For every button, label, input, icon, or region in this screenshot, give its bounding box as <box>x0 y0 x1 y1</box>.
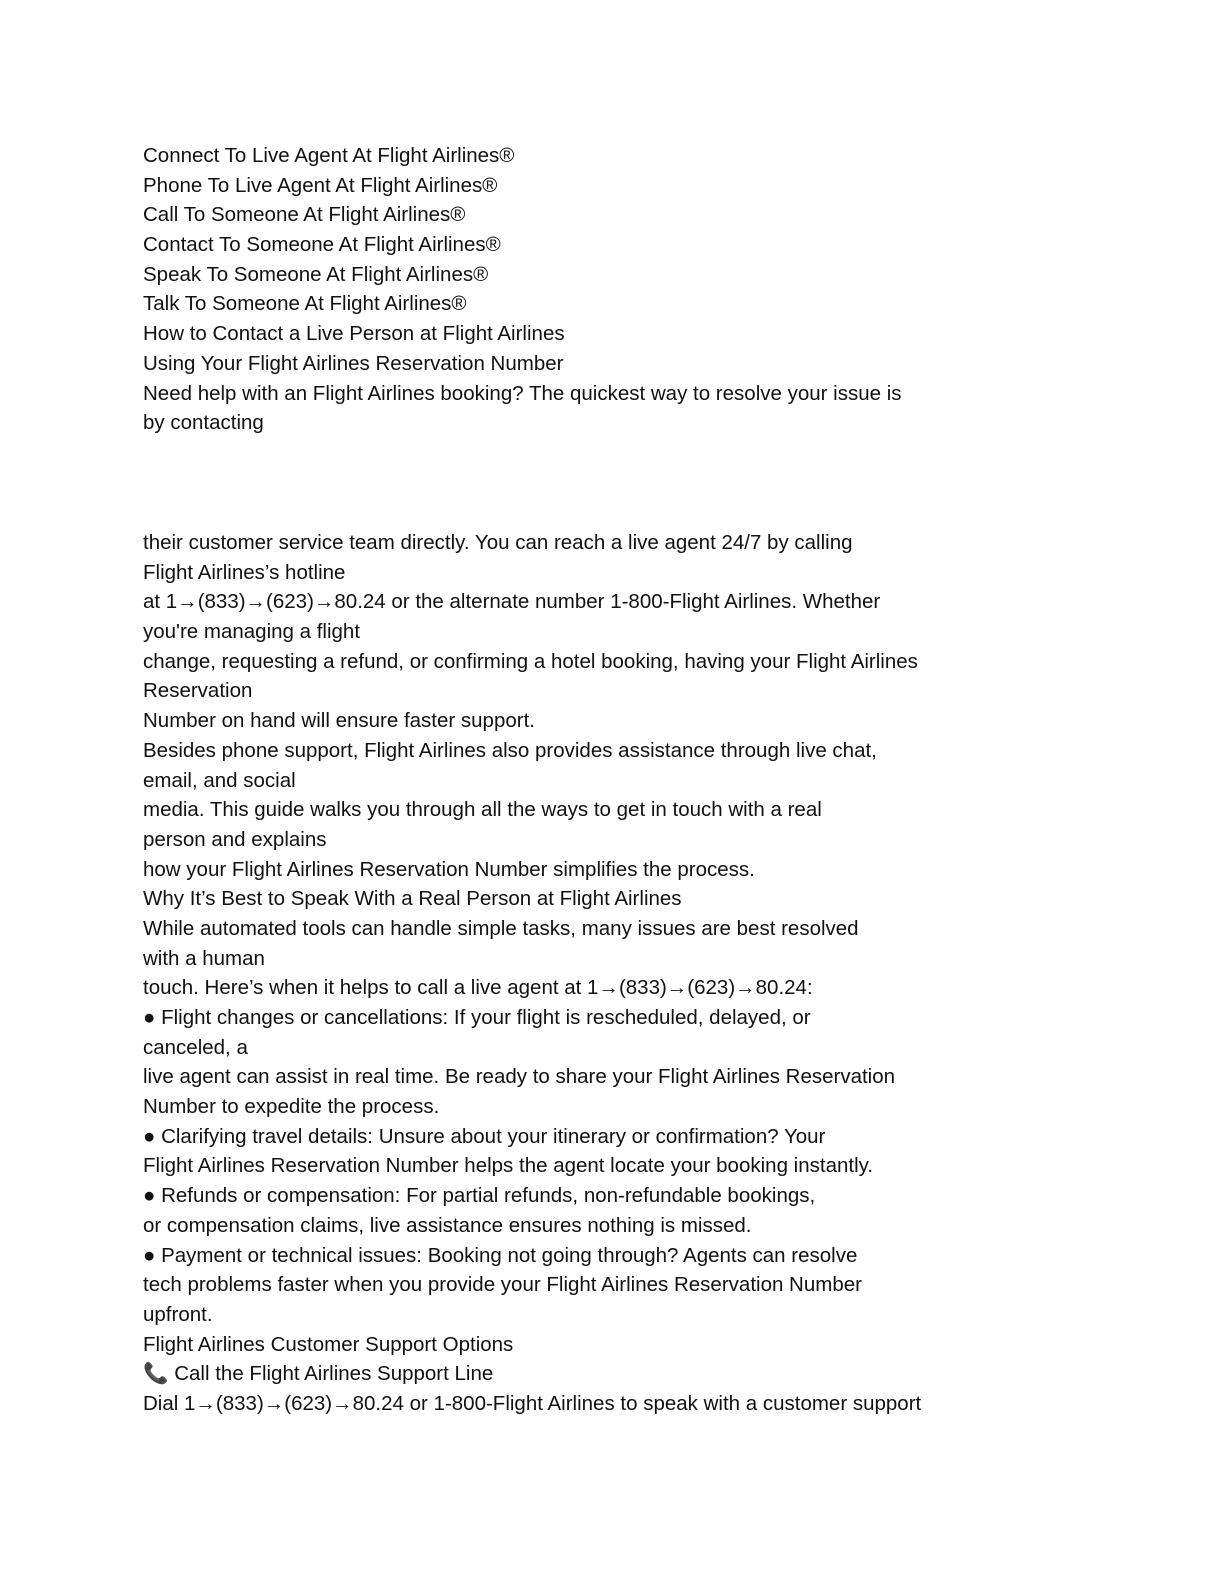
paragraph-line: Need help with an Flight Airlines booking? The quickest way to resolve your issue is <box>143 381 902 405</box>
heading-line: Speak To Someone At Flight Airlines® <box>143 262 489 286</box>
paragraph-line: how your Flight Airlines Reservation Number simplifies the process. <box>143 857 755 881</box>
section-heading: Flight Airlines Customer Support Options <box>143 1332 514 1356</box>
paragraph-line: While automated tools can handle simple tasks, many issues are best resolved <box>143 916 859 940</box>
heading-line: How to Contact a Live Person at Flight Airlines <box>143 322 565 346</box>
section-heading: Why It’s Best to Speak With a Real Person at Flight Airlines <box>143 887 682 911</box>
heading-line: Talk To Someone At Flight Airlines® <box>143 292 467 316</box>
heading-line: Connect To Live Agent At Flight Airlines® <box>143 144 515 167</box>
paragraph-line: Reservation <box>143 679 253 703</box>
bullet-line: ● Refunds or compensation: For partial refunds, non-refundable bookings, <box>143 1184 816 1208</box>
bullet-line: Number to expedite the process. <box>143 1095 440 1119</box>
text-block-bottom <box>143 528 1003 1419</box>
bullet-line: ● Flight changes or cancellations: If your flight is rescheduled, delayed, or <box>143 1006 811 1029</box>
paragraph-line: Dial 1→(833)→(623)→80.24 or 1-800-Flight Airlines to speak with a customer support <box>143 1391 922 1415</box>
paragraph-line: email, and social <box>143 768 296 792</box>
paragraph-line: Number on hand will ensure faster support. <box>143 709 535 733</box>
bullet-line: upfront. <box>143 1302 213 1326</box>
paragraph-line: touch. Here’s when it helps to call a live agent at 1→(833)→(623)→80.24: <box>143 976 813 1000</box>
heading-line: Using Your Flight Airlines Reservation Number <box>143 351 564 375</box>
paragraph-line: media. This guide walks you through all the ways to get in touch with a real <box>143 798 822 822</box>
paragraph-line: person and explains <box>143 827 327 851</box>
paragraph-line: you're managing a flight <box>143 620 361 644</box>
paragraph-line: Besides phone support, Flight Airlines also provides assistance through live chat, <box>143 738 877 762</box>
bullet-line: canceled, a <box>143 1035 248 1059</box>
paragraph-line: their customer service team directly. You can reach a live agent 24/7 by calling <box>143 531 853 554</box>
paragraph-line: with a human <box>143 946 265 970</box>
bullet-line: live agent can assist in real time. Be ready to share your Flight Airlines Reservation <box>143 1065 896 1089</box>
paragraph-line: at 1→(833)→(623)→80.24 or the alternate number 1-800-Flight Airlines. Whether <box>143 590 881 614</box>
bullet-line: ● Payment or technical issues: Booking not going through? Agents can resolve <box>143 1243 858 1267</box>
heading-line: Contact To Someone At Flight Airlines® <box>143 233 501 257</box>
bullet-line: ● Clarifying travel details: Unsure about your itinerary or confirmation? Your <box>143 1124 826 1148</box>
bullet-line: Flight Airlines Reservation Number helps the agent locate your booking instantly. <box>143 1154 874 1178</box>
bullet-line: tech problems faster when you provide your Flight Airlines Reservation Number <box>143 1273 862 1297</box>
paragraph-line: change, requesting a refund, or confirming a hotel booking, having your Flight Airlines <box>143 649 918 673</box>
paragraph-line: Flight Airlines’s hotline <box>143 560 346 584</box>
heading-line: Call To Someone At Flight Airlines® <box>143 203 466 227</box>
text-block-top <box>143 141 1003 438</box>
heading-line: Phone To Live Agent At Flight Airlines® <box>143 173 498 197</box>
paragraph-line: by contacting <box>143 411 264 435</box>
bullet-line: or compensation claims, live assistance ensures nothing is missed. <box>143 1213 752 1237</box>
phone-heading: 📞 Call the Flight Airlines Support Line <box>143 1362 494 1386</box>
